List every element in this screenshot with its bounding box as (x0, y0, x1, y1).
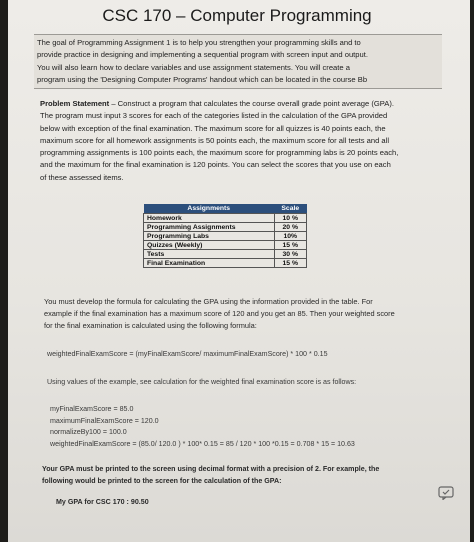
problem-line: programming assignments is 100 points each, the maximum score for programming labs is 20 points each, (40, 148, 399, 158)
feedback-icon[interactable] (438, 486, 454, 500)
table-row (144, 250, 307, 259)
assignment-cell: Tests (144, 250, 275, 259)
note-line: following would be printed to the screen for the calculation of the GPA: (42, 476, 282, 485)
assignment-cell: Quizzes (Weekly) (144, 241, 275, 250)
scale-cell: 30 % (274, 250, 306, 259)
assignments-header: Assignments (144, 204, 275, 214)
code-line: maximumFinalExamScore = 120.0 (50, 416, 159, 425)
problem-label: Problem Statement (40, 99, 110, 108)
problem-line: of these assessed items. (40, 172, 124, 182)
intro-line: You will also learn how to declare variables and use assignment statements. You will create a (37, 62, 350, 72)
note-line: Your GPA must be printed to the screen using decimal format with a precision of 2. For example, the (42, 465, 380, 473)
problem-line: The program must input 3 scores for each of the categories listed in the calculation of the GPA provided (40, 111, 388, 121)
output-requirement-note (42, 464, 402, 487)
grading-scale-table (143, 204, 307, 268)
example-intro: Using values of the example, see calculation for the weighted final examination score is as follows: (47, 378, 357, 386)
sample-output: My GPA for CSC 170 : 90.50 (56, 498, 149, 506)
formula-intro-line: for the final examination is calculated using the following formula: (44, 321, 257, 330)
code-line: myFinalExamScore = 85.0 (50, 405, 134, 413)
scale-cell: 15 % (274, 241, 306, 250)
assignment-cell: Programming Labs (144, 232, 275, 241)
code-line: weightedFinalExamScore = (85.0/ 120.0 ) * 100* 0.15 = 85 / 120 * 100 *0.15 = 0.708 * 15 = 10.63 (50, 439, 355, 448)
problem-statement (40, 98, 442, 184)
intro-paragraph (34, 34, 442, 89)
formula-line: weightedFinalExamScore = (myFinalExamScore/ maximumFinalExamScore) * 100 * 0.15 (47, 350, 328, 358)
scale-cell: 10 % (274, 214, 306, 223)
formula-intro-paragraph (44, 296, 444, 332)
problem-line: below with exception of the final examination. The maximum score for all quizzes is 40 points each, the (40, 123, 386, 133)
formula-intro-line: You must develop the formula for calculating the GPA using the information provided in the table. For (44, 297, 373, 306)
problem-line: maximum score for all homework assignments is 50 points each, the maximum score for all tests and all (40, 135, 390, 145)
assignment-cell: Homework (144, 214, 275, 223)
scale-cell: 15 % (274, 259, 306, 268)
page-title: CSC 170 – Computer Programming (102, 6, 372, 25)
table-row (144, 232, 307, 241)
assignment-cell: Programming Assignments (144, 223, 275, 232)
scale-cell: 10% (274, 232, 306, 241)
intro-line: provide practice in designing and implementing a sequential program with screen input and output. (37, 50, 368, 60)
problem-first-line-rest: – Construct a program that calculates the course overall grade point average (GPA). (109, 99, 394, 108)
table-header-row (144, 204, 307, 214)
problem-line: and the maximum for the final examination is 120 points. You can select the scores that you use on each (40, 160, 391, 170)
scale-cell: 20 % (274, 223, 306, 232)
table-row (144, 214, 307, 223)
table-row (144, 223, 307, 232)
formula-intro-line: example if the final examination has a maximum score of 120 and you get an 85. Then your weighted score (44, 309, 395, 318)
code-line: normalizeBy100 = 100.0 (50, 428, 127, 436)
table-row (144, 259, 307, 268)
assignment-cell: Final Examination (144, 259, 275, 268)
intro-line: The goal of Programming Assignment 1 is to help you strengthen your programming skills and to (37, 38, 361, 47)
problem-first-line (40, 98, 442, 110)
table-row (144, 241, 307, 250)
example-code-block (50, 404, 450, 450)
scale-header: Scale (274, 204, 306, 214)
intro-line: program using the 'Designing Computer Programs' handout which can be located in the course Bb (37, 74, 368, 84)
